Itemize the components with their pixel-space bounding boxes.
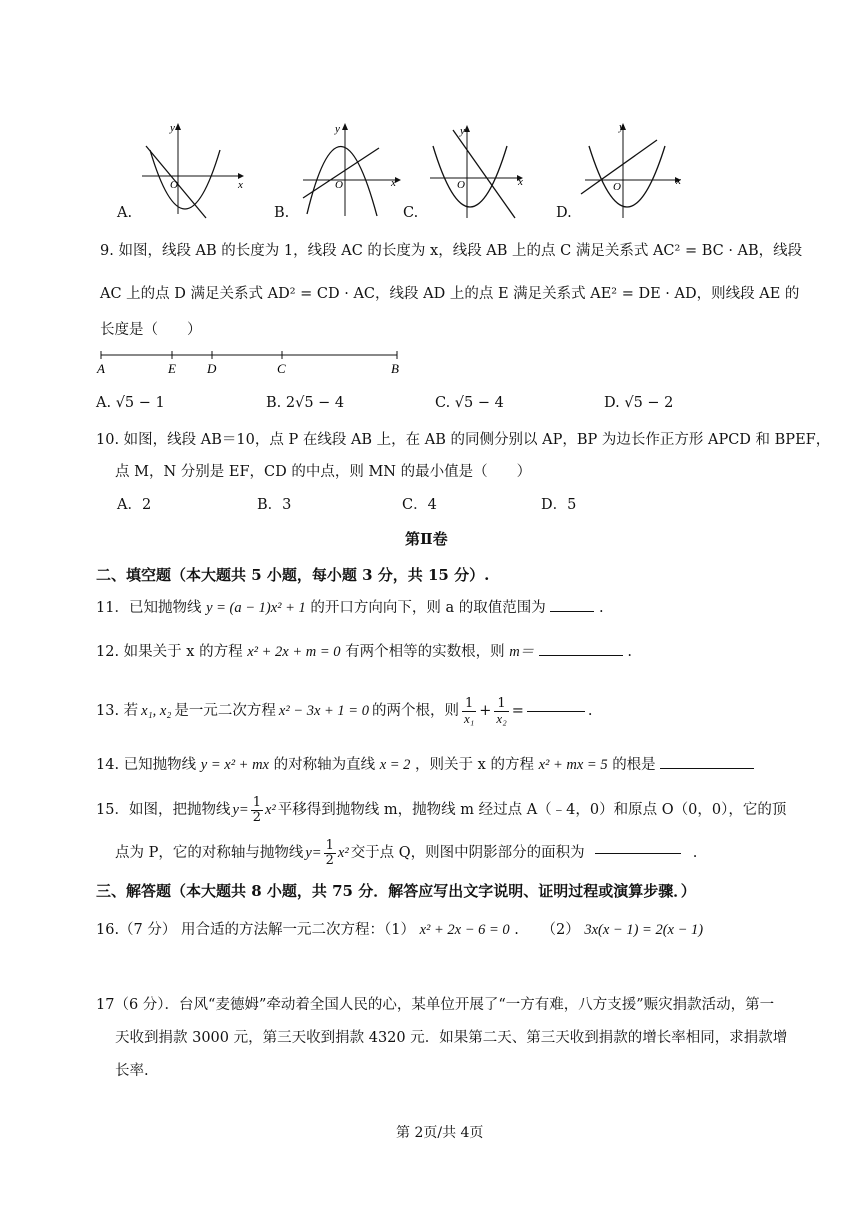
q15-line2-pre: 点为 P，它的对称轴与抛物线 [115,845,304,861]
q15-half-fraction [251,796,263,825]
q10-option-a[interactable]: A．2 [117,497,152,513]
q9-point-a: A [97,361,105,376]
q15-x2: x² [264,802,276,818]
q15-half-num-2: 1 [325,837,334,853]
q9-point-d: D [207,361,217,376]
q13-frac2-den: x₂ [496,710,507,726]
q12-pre: 12. 如果关于 x 的方程 [96,644,243,660]
q14-mid-1: 的对称轴为直线 [273,757,376,773]
section-3-heading: 三、解答题（本大题共 8 小题，共 75 分．解答应写出文字说明、证明过程或演算步骤．） [96,882,696,900]
graph-a-y-label: y [170,122,175,134]
graph-d-y-label: y [619,121,624,133]
q17-line-3: 长率. [115,1063,149,1079]
q13-answer-blank[interactable] [527,711,585,712]
q14-pre: 14. 已知抛物线 [96,757,197,773]
q16-equation-2: 3x(x − 1) = 2(x − 1) [584,922,704,938]
q15-pre: 15．如图，把抛物线 [96,802,231,818]
q12-formula: x² + 2x + m = 0 [247,644,341,660]
q13-fraction-2 [494,697,508,726]
q13-formula: x² − 3x + 1 = 0 [278,703,369,719]
graph-c-y-label: y [460,125,465,137]
q16-label-2: （2） [541,922,580,938]
q9-segment-figure [95,345,415,377]
q15-half-den-2: 2 [325,852,334,868]
q9-line-1: 9. 如图，线段 AB 的长度为 1，线段 AC 的长度为 x，线段 AB 上的点 C 满足关系式 AC² = BC · AB，线段 [100,243,803,259]
q11 [96,598,604,618]
q13-mid: 是一元二次方程 [174,703,276,719]
q15-line-2 [115,833,697,873]
q14 [96,755,754,775]
q14-answer-blank[interactable] [660,768,754,769]
section-2-heading: 二、填空题（本大题共 5 小题，每小题 3 分，共 15 分）. [96,566,490,584]
q15-x2-2: x² [337,845,349,861]
q13-post: 的两个根，则 [371,703,459,719]
graph-b-y-label: y [335,123,340,135]
section-2-title: 第Ⅱ卷 [405,530,448,548]
graph-b-origin: O [335,179,343,191]
q13-frac2-num: 1 [494,697,508,712]
q16 [96,920,703,940]
q12-post: 有两个相等的实数根，则 [345,644,505,660]
q15-line2-post: 交于点 Q，则图中阴影部分的面积为 [350,845,585,861]
q14-formula-2: x = 2 [379,757,411,773]
q13-plus: + [479,703,492,719]
q9-point-b: B [391,361,399,376]
graph-option-a-label[interactable]: A. [117,205,133,221]
graph-c-figure [425,118,565,223]
q13-roots: x₁, x₂ [141,703,172,719]
q10-option-c[interactable]: C．4 [402,497,437,513]
q11-pre: 11．已知抛物线 [96,600,202,616]
q12-var: m＝ [509,644,535,660]
q15-half-fraction-2 [324,839,336,868]
graph-option-b-label[interactable]: B. [274,205,290,221]
q17-line-1: 17（6 分）．台风“麦德姆”牵动着全国人民的心，某单位开展了“一方有难，八方支援”赈灾捐款活动，第一 [96,997,775,1013]
graph-option-c [425,118,565,228]
q13-eq: = [511,703,524,719]
page-footer: 第 2页/共 4页 [396,1125,484,1141]
q9-option-c[interactable]: C. √5 − 4 [435,395,504,411]
q15-line-1 [96,790,786,830]
q9-line-3: 长度是（ ） [100,322,202,338]
q14-mid-2: ，则关于 x 的方程 [415,757,534,773]
q15-line1-post: 平移得到抛物线 m，抛物线 m 经过点 A（﹣4，0）和原点 O（0，0），它的顶 [277,802,787,818]
q16-sep: . [514,922,519,938]
q12 [96,642,632,662]
q9-line-2: AC 上的点 D 满足关系式 AD² = CD · AC，线段 AD 上的点 E 满足关系式 AE² = DE · AD，则线段 AE 的 [100,286,800,302]
q13-pre: 13. 若 [96,703,139,719]
q11-post: 的开口方向向下，则 a 的取值范围为 [310,600,546,616]
q13-end: . [587,703,593,719]
q11-end: . [599,600,604,616]
q9-point-e: E [168,361,176,376]
q13-fraction-1 [462,697,476,726]
graph-option-d-label[interactable]: D. [556,205,572,221]
q11-answer-blank[interactable] [550,611,594,612]
graph-d-x-label: x [676,175,681,187]
graph-a-x-label: x [238,179,243,191]
q11-formula: y = (a − 1)x² + 1 [206,600,306,616]
q10-line-2: 点 M，N 分别是 EF，CD 的中点，则 MN 的最小值是（ ） [115,464,532,480]
q13 [96,688,592,734]
graph-option-c-label[interactable]: C. [403,205,419,221]
q9-option-b[interactable]: B. 2√5 − 4 [266,395,345,411]
q15-half-num: 1 [252,794,261,810]
q9-option-d[interactable]: D. √5 − 2 [604,395,674,411]
q14-formula-1: y = x² + mx [200,757,269,773]
graph-d-origin: O [613,181,621,193]
graph-option-d [577,118,717,228]
graph-c-x-label: x [518,176,523,188]
q15-y-eq-2: y= [305,845,322,861]
q17-line-2: 天收到捐款 3000 元，第三天收到捐款 4320 元．如果第二天、第三天收到捐款的增长率相同，求捐款增 [115,1030,788,1046]
q15-end: . [692,845,698,861]
q10-option-d[interactable]: D．5 [541,497,577,513]
q16-equation-1: x² + 2x − 6 = 0 [419,922,510,938]
q12-answer-blank[interactable] [539,655,623,656]
q15-y-eq: y= [232,802,249,818]
q15-half-den: 2 [252,809,261,825]
q10-option-b[interactable]: B．3 [257,497,292,513]
graph-b-x-label: x [391,177,396,189]
graph-d-figure [577,118,717,223]
q12-end: . [627,644,633,660]
q13-frac1-num: 1 [462,697,476,712]
q14-formula-3: x² + mx = 5 [538,757,608,773]
q13-frac1-den: x₁ [463,710,475,726]
q9-option-a[interactable]: A. √5 − 1 [96,395,165,411]
q15-answer-blank[interactable] [595,853,681,854]
q16-pre: 16.（7 分） 用合适的方法解一元二次方程：（1） [96,922,415,938]
q9-point-c: C [277,361,286,376]
q10-line-1: 10. 如图，线段 AB＝10，点 P 在线段 AB 上，在 AB 的同侧分别以 AP，BP 为边长作正方形 APCD 和 BPEF， [96,432,831,448]
graph-a-origin: O [170,179,178,191]
q14-post: 的根是 [612,757,656,773]
graph-c-origin: O [457,179,465,191]
